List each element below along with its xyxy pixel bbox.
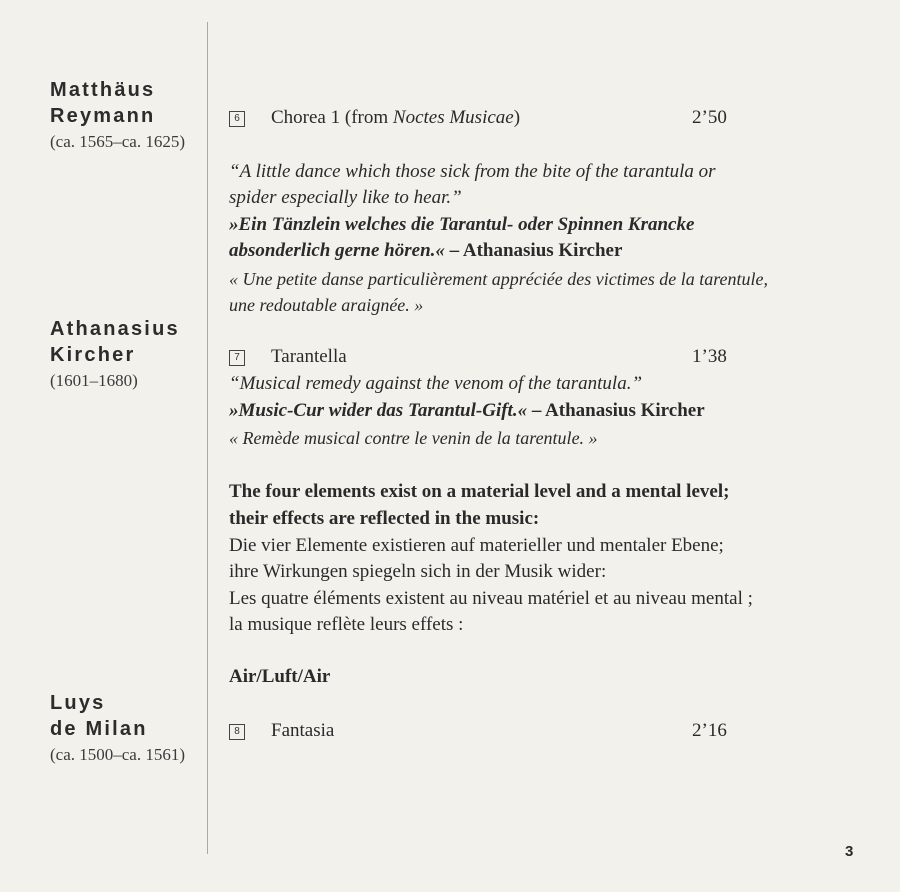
track-title-work: Noctes Musicae xyxy=(392,107,514,128)
quote-attribution: – Athanasius Kircher xyxy=(527,400,705,421)
composer-dates: (ca. 1565–ca. 1625) xyxy=(50,132,186,151)
composer-name: Kircher xyxy=(50,344,136,366)
quote-german: »Ein Tänzlein welches die Tarantul- oder Spinnen Krancke xyxy=(229,214,695,235)
composer-dates: (1601–1680) xyxy=(50,371,138,390)
intro-english: The four elements exist on a material level and a mental level; xyxy=(229,481,730,502)
page-number: 3 xyxy=(845,843,854,860)
intro-french: Les quatre éléments existent au niveau matériel et au niveau mental ; xyxy=(229,588,753,609)
composer-milan xyxy=(50,690,185,767)
composer-reymann xyxy=(50,77,185,154)
track-duration: 2’50 xyxy=(692,107,727,128)
composer-dates: (ca. 1500–ca. 1561) xyxy=(50,745,186,764)
composer-kircher xyxy=(50,316,180,393)
composer-name: Reymann xyxy=(50,105,156,127)
intro-german: ihre Wirkungen spiegeln sich in der Musik wider: xyxy=(229,561,607,582)
quote-english: “Musical remedy against the venom of the tarantula.” xyxy=(229,373,643,394)
quote-english: spider especially like to hear.” xyxy=(229,187,462,208)
quote-german xyxy=(229,398,705,424)
track-duration: 2’16 xyxy=(692,720,727,741)
composer-name: de Milan xyxy=(50,718,148,740)
track-number: 6 xyxy=(229,111,245,127)
intro-french: la musique reflète leurs effets : xyxy=(229,614,464,635)
track-number: 8 xyxy=(229,724,245,740)
quote-german xyxy=(229,238,622,264)
column-divider xyxy=(207,22,208,854)
track-title xyxy=(271,105,520,131)
quote-german-text: »Music-Cur wider das Tarantul-Gift.« xyxy=(229,400,528,421)
quote-attribution: – Athanasius Kircher xyxy=(444,240,623,261)
track-title-text: ) xyxy=(513,107,521,128)
quote-french: « Remède musical contre le venin de la tarentule. » xyxy=(229,428,598,448)
track-title: Tarantella xyxy=(271,346,347,367)
section-heading: Air/Luft/Air xyxy=(229,666,331,687)
track-number: 7 xyxy=(229,350,245,366)
composer-name: Athanasius xyxy=(50,318,180,340)
quote-french: « Une petite danse particulièrement appréciée des victimes de la tarentule, xyxy=(229,269,769,289)
track-title-text: Chorea 1 (from xyxy=(271,107,393,128)
quote-french: une redoutable araignée. » xyxy=(229,295,424,315)
composer-name: Luys xyxy=(50,692,106,714)
composer-name: Matthäus xyxy=(50,79,156,101)
intro-german: Die vier Elemente existieren auf materieller und mentaler Ebene; xyxy=(229,535,724,556)
intro-english: their effects are reflected in the music: xyxy=(229,508,540,529)
quote-german-text: absonderlich gerne hören.« xyxy=(229,240,445,261)
track-title: Fantasia xyxy=(271,720,335,741)
quote-english: “A little dance which those sick from the bite of the tarantula or xyxy=(229,161,716,182)
track-duration: 1’38 xyxy=(692,346,727,367)
